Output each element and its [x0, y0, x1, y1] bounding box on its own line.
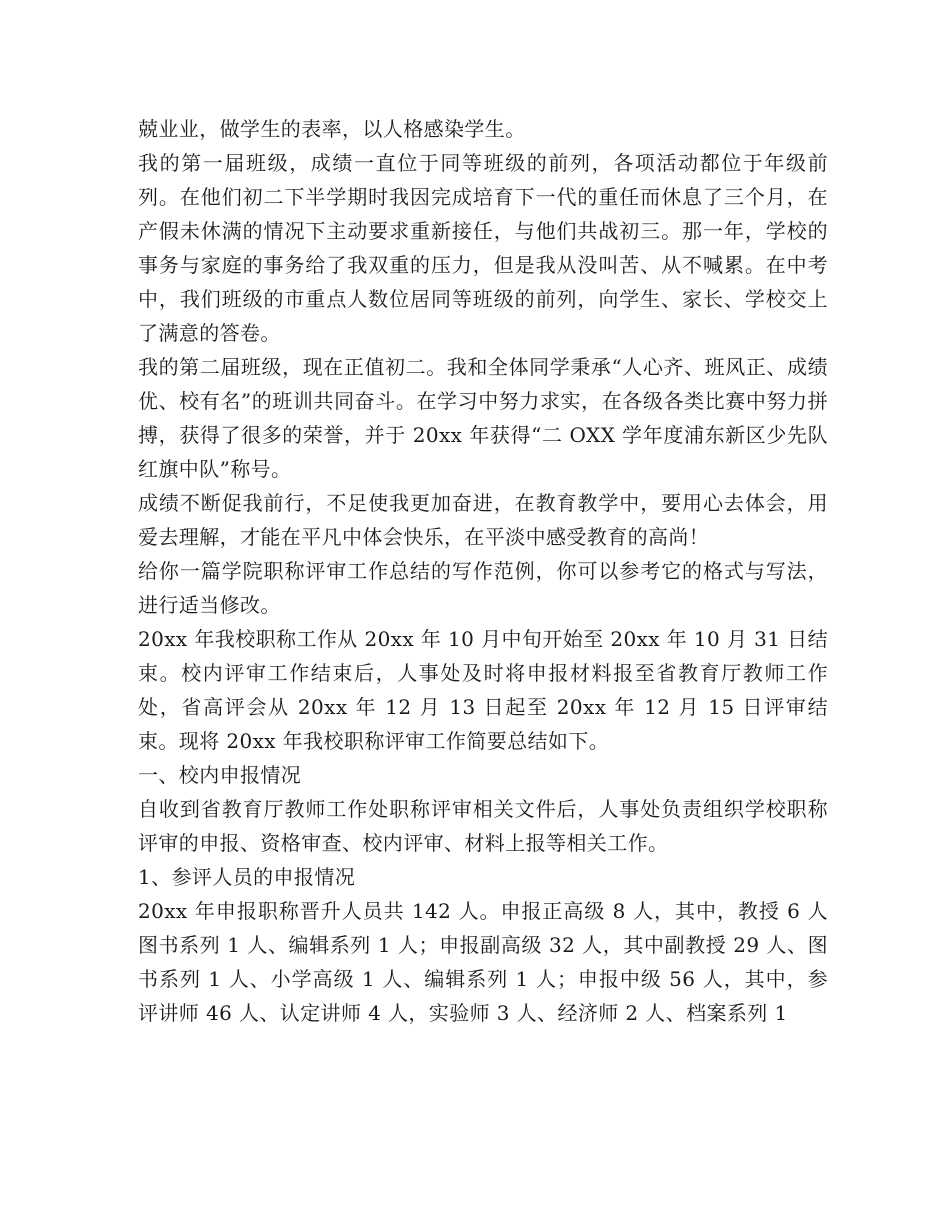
- paragraph: 我的第一届班级，成绩一直位于同等班级的前列，各项活动都位于年级前列。在他们初二下半学期时我因完成培育下一代的重任而休息了三个月，在产假未休满的情况下主动要求重新接任，与他们共战初三。那一年，学校的事务与家庭的事务给了我双重的压力，但是我从没叫苦、从不喊累。在中考中，我们班级的市重点人数位居同等班级的前列，向学生、家长、学校交上了满意的答卷。: [138, 151, 828, 345]
- paragraph: 20xx 年申报职称晋升人员共 142 人。申报正高级 8 人，其中，教授 6 人图书系列 1 人、编辑系列 1 人；申报副高级 32 人，其中副教授 29 人、图书系列 1 人、小学高级 1 人、编辑系列 1 人；申报中级 56 人，其中，参评讲师 46 人、认定讲师 4 人，实验师 3 人、经济师 2 人、档案系列 1: [138, 899, 828, 1025]
- paragraph: 自收到省教育厅教师工作处职称评审相关文件后，人事处负责组织学校职称评审的申报、资格审查、校内评审、材料上报等相关工作。: [138, 797, 828, 855]
- paragraph: 兢业业，做学生的表率，以人格感染学生。: [138, 117, 526, 141]
- subsection-heading: 1、参评人员的申报情况: [138, 865, 356, 889]
- paragraph: 给你一篇学院职称评审工作总结的写作范例，你可以参考它的格式与写法，进行适当修改。: [138, 559, 828, 617]
- paragraph: 我的第二届班级，现在正值初二。我和全体同学秉承“人心齐、班风正、成绩优、校有名”的班训共同奋斗。在学习中努力求实，在各级各类比赛中努力拼搏，获得了很多的荣誉，并于 20xx 年获得“二 OXX 学年度浦东新区少先队红旗中队”称号。: [138, 355, 828, 481]
- document-body: [138, 112, 828, 1030]
- paragraph: 成绩不断促我前行，不足使我更加奋进，在教育教学中，要用心去体会，用爱去理解，才能在平凡中体会快乐，在平淡中感受教育的高尚！: [138, 491, 828, 549]
- section-heading: 一、校内申报情况: [138, 763, 302, 787]
- paragraph: 20xx 年我校职称工作从 20xx 年 10 月中旬开始至 20xx 年 10 月 31 日结束。校内评审工作结束后，人事处及时将申报材料报至省教育厅教师工作处，省高评会从 20xx 年 12 月 13 日起至 20xx 年 12 月 15 日评审结束。现将 20xx 年我校职称评审工作简要总结如下。: [138, 627, 828, 753]
